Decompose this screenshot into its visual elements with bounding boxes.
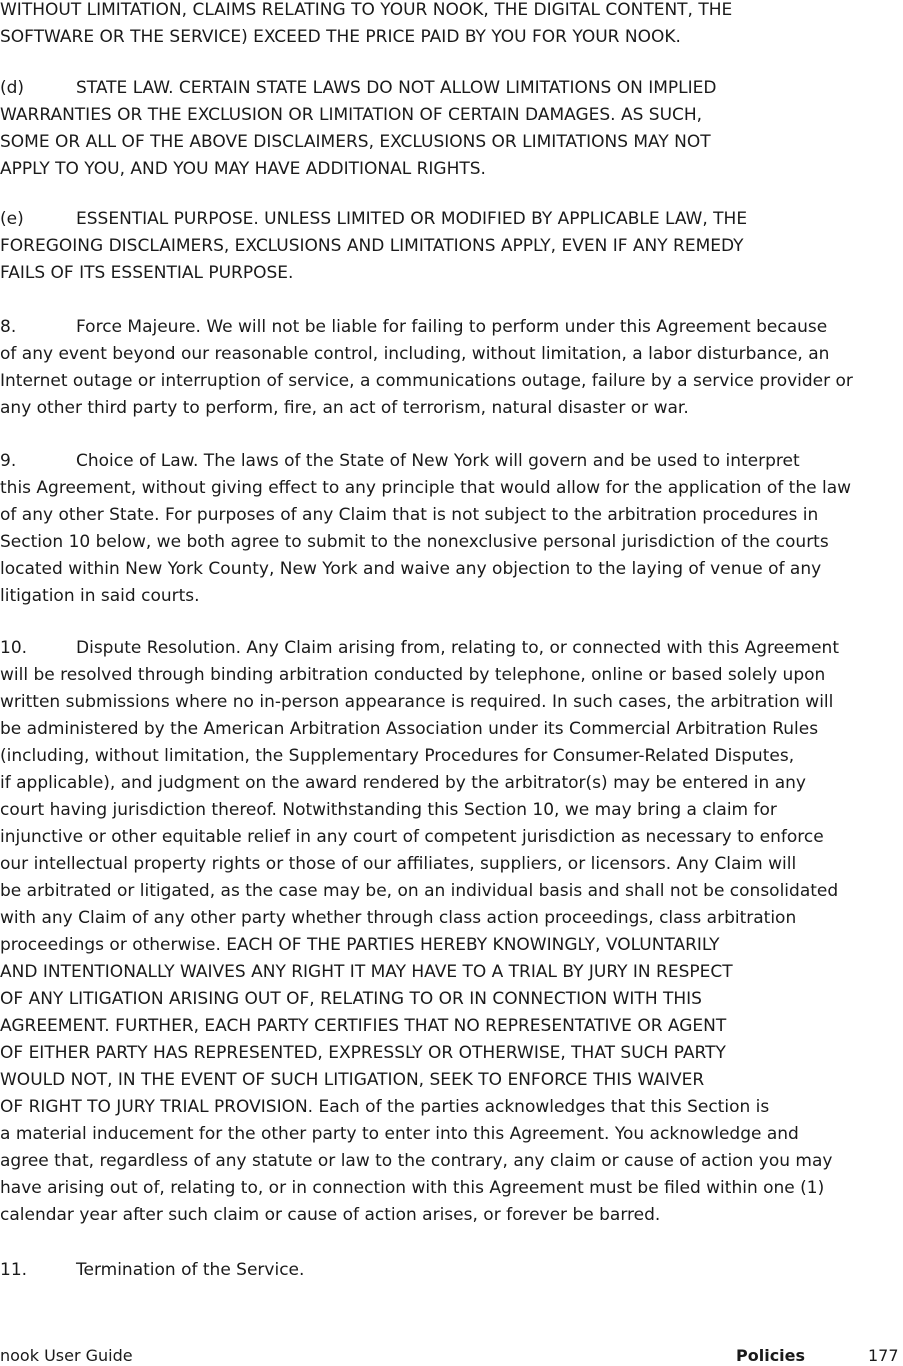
- paragraph-number: 9.: [0, 451, 17, 471]
- paragraph-line: [0, 1067, 704, 1094]
- paragraph-line: [0, 129, 711, 156]
- paragraph-line-text: of any other State. For purposes of any Claim that is not subject to the arbitration procedures in: [0, 505, 819, 525]
- paragraph-line: [0, 635, 839, 662]
- paragraph-line-text: FOREGOING DISCLAIMERS, EXCLUSIONS AND LIMITATIONS APPLY, EVEN IF ANY REMEDY: [0, 236, 744, 256]
- footer-section-name: Policies: [736, 1346, 806, 1365]
- paragraph-line-text: calendar year after such claim or cause of action arises, or forever be barred.: [0, 1205, 661, 1225]
- paragraph-line: [0, 24, 681, 51]
- paragraph-line-text: Internet outage or interruption of service, a communications outage, failure by a service provider or: [0, 371, 853, 391]
- paragraph-line-text: APPLY TO YOU, AND YOU MAY HAVE ADDITIONAL RIGHTS.: [0, 159, 486, 179]
- paragraph-line-text: written submissions where no in-person appearance is required. In such cases, the arbitration will: [0, 692, 834, 712]
- paragraph-line: [0, 878, 838, 905]
- paragraph-line-text: Choice of Law. The laws of the State of New York will govern and be used to interpret: [76, 451, 800, 471]
- paragraph-line-text: our intellectual property rights or those of our affiliates, suppliers, or licensors. Any Claim will: [0, 854, 797, 874]
- paragraph-line-text: be arbitrated or litigated, as the case may be, on an individual basis and shall not be consolidated: [0, 881, 839, 901]
- paragraph-line: [0, 583, 200, 610]
- paragraph-line: [0, 206, 747, 233]
- paragraph-line: [0, 1040, 726, 1067]
- paragraph-line-text: WOULD NOT, IN THE EVENT OF SUCH LITIGATION, SEEK TO ENFORCE THIS WAIVER: [0, 1070, 705, 1090]
- paragraph-line: [0, 502, 818, 529]
- paragraph-line-text: proceedings or otherwise. EACH OF THE PARTIES HEREBY KNOWINGLY, VOLUNTARILY: [0, 935, 720, 955]
- paragraph-line-text: located within New York County, New York and waive any objection to the laying of venue of any: [0, 559, 822, 579]
- paragraph-line-text: WARRANTIES OR THE EXCLUSION OR LIMITATION OF CERTAIN DAMAGES. AS SUCH,: [0, 105, 703, 125]
- paragraph-line: [0, 529, 829, 556]
- paragraph-line: [0, 662, 825, 689]
- paragraph-line: [0, 102, 702, 129]
- paragraph-line: [0, 770, 806, 797]
- paragraph-line-text: of any event beyond our reasonable control, including, without limitation, a labor disturbance, an: [0, 344, 830, 364]
- paragraph-line-text: OF RIGHT TO JURY TRIAL PROVISION. Each of the parties acknowledges that this Section is: [0, 1097, 770, 1117]
- paragraph-line-text: if applicable), and judgment on the award rendered by the arbitrator(s) may be entered in any: [0, 773, 806, 793]
- paragraph-line-text: Termination of the Service.: [76, 1260, 305, 1280]
- paragraph-line-text: this Agreement, without giving effect to any principle that would allow for the application of the law: [0, 478, 852, 498]
- footer-page-number: 177: [868, 1346, 899, 1365]
- paragraph-line: [0, 395, 689, 422]
- paragraph-line: [0, 556, 821, 583]
- paragraph-line: [0, 932, 720, 959]
- paragraph-line: [0, 1257, 304, 1284]
- paragraph-line: [0, 260, 293, 287]
- paragraph-line-text: SOFTWARE OR THE SERVICE) EXCEED THE PRICE PAID BY YOU FOR YOUR NOOK.: [0, 27, 681, 47]
- paragraph-line: [0, 851, 796, 878]
- paragraph-line: [0, 986, 702, 1013]
- paragraph-line: [0, 1013, 726, 1040]
- paragraph-line-text: have arising out of, relating to, or in connection with this Agreement must be filed within one (1): [0, 1178, 825, 1198]
- paragraph-line-text: will be resolved through binding arbitration conducted by telephone, online or based solely upon: [0, 665, 826, 685]
- paragraph-line-text: a material inducement for the other party to enter into this Agreement. You acknowledge and: [0, 1124, 799, 1144]
- paragraph-line-text: any other third party to perform, fire, an act of terrorism, natural disaster or war.: [0, 398, 689, 418]
- paragraph-line: [0, 233, 744, 260]
- paragraph-line-text: litigation in said courts.: [0, 586, 200, 606]
- paragraph-number: 10.: [0, 638, 28, 658]
- paragraph-line: [0, 689, 833, 716]
- paragraph-line: [0, 716, 818, 743]
- paragraph-line-text: (including, without limitation, the Supplementary Procedures for Consumer-Related Disputes,: [0, 746, 795, 766]
- paragraph-line-text: Dispute Resolution. Any Claim arising from, relating to, or connected with this Agreement: [76, 638, 839, 658]
- paragraph-line: [0, 824, 824, 851]
- paragraph-line: [0, 1202, 660, 1229]
- paragraph-line-text: court having jurisdiction thereof. Notwithstanding this Section 10, we may bring a claim for: [0, 800, 777, 820]
- paragraph-line-text: AND INTENTIONALLY WAIVES ANY RIGHT IT MAY HAVE TO A TRIAL BY JURY IN RESPECT: [0, 962, 733, 982]
- paragraph-line-text: injunctive or other equitable relief in any court of competent jurisdiction as necessary to enforce: [0, 827, 824, 847]
- paragraph-line: [0, 1175, 824, 1202]
- paragraph-line: [0, 75, 717, 102]
- paragraph-line: [0, 1121, 799, 1148]
- paragraph-number: 8.: [0, 317, 17, 337]
- paragraph-line: [0, 448, 800, 475]
- paragraph-number: (e): [0, 209, 24, 229]
- paragraph-line-text: ESSENTIAL PURPOSE. UNLESS LIMITED OR MODIFIED BY APPLICABLE LAW, THE: [76, 209, 748, 229]
- paragraph-line-text: be administered by the American Arbitration Association under its Commercial Arbitration Rules: [0, 719, 819, 739]
- paragraph-line: [0, 1094, 769, 1121]
- paragraph-line-text: Section 10 below, we both agree to submit to the nonexclusive personal jurisdiction of the courts: [0, 532, 829, 552]
- paragraph-line-text: WITHOUT LIMITATION, CLAIMS RELATING TO YOUR NOOK, THE DIGITAL CONTENT, THE: [0, 0, 733, 20]
- paragraph-number: 11.: [0, 1260, 28, 1280]
- paragraph-line: [0, 368, 853, 395]
- paragraph-line: [0, 314, 827, 341]
- paragraph-line-text: Force Majeure. We will not be liable for failing to perform under this Agreement because: [76, 317, 828, 337]
- paragraph-line-text: OF EITHER PARTY HAS REPRESENTED, EXPRESSLY OR OTHERWISE, THAT SUCH PARTY: [0, 1043, 726, 1063]
- paragraph-line-text: AGREEMENT. FURTHER, EACH PARTY CERTIFIES THAT NO REPRESENTATIVE OR AGENT: [0, 1016, 727, 1036]
- page-footer: [0, 1346, 903, 1366]
- paragraph-line-text: FAILS OF ITS ESSENTIAL PURPOSE.: [0, 263, 294, 283]
- paragraph-line: [0, 475, 851, 502]
- paragraph-line-text: OF ANY LITIGATION ARISING OUT OF, RELATING TO OR IN CONNECTION WITH THIS: [0, 989, 702, 1009]
- paragraph-line-text: STATE LAW. CERTAIN STATE LAWS DO NOT ALLOW LIMITATIONS ON IMPLIED: [76, 78, 717, 98]
- paragraph-number: (d): [0, 78, 25, 98]
- paragraph-line-text: SOME OR ALL OF THE ABOVE DISCLAIMERS, EXCLUSIONS OR LIMITATIONS MAY NOT: [0, 132, 711, 152]
- paragraph-line: [0, 1148, 832, 1175]
- paragraph-line: [0, 797, 777, 824]
- paragraph-line: [0, 341, 829, 368]
- paragraph-line: [0, 743, 794, 770]
- paragraph-line: [0, 959, 733, 986]
- paragraph-line: [0, 905, 796, 932]
- paragraph-line-text: agree that, regardless of any statute or law to the contrary, any claim or cause of action you may: [0, 1151, 833, 1171]
- footer-document-title: nook User Guide: [0, 1346, 133, 1365]
- paragraph-line: [0, 0, 732, 24]
- paragraph-line: [0, 156, 486, 183]
- paragraph-line-text: with any Claim of any other party whether through class action proceedings, class arbitration: [0, 908, 797, 928]
